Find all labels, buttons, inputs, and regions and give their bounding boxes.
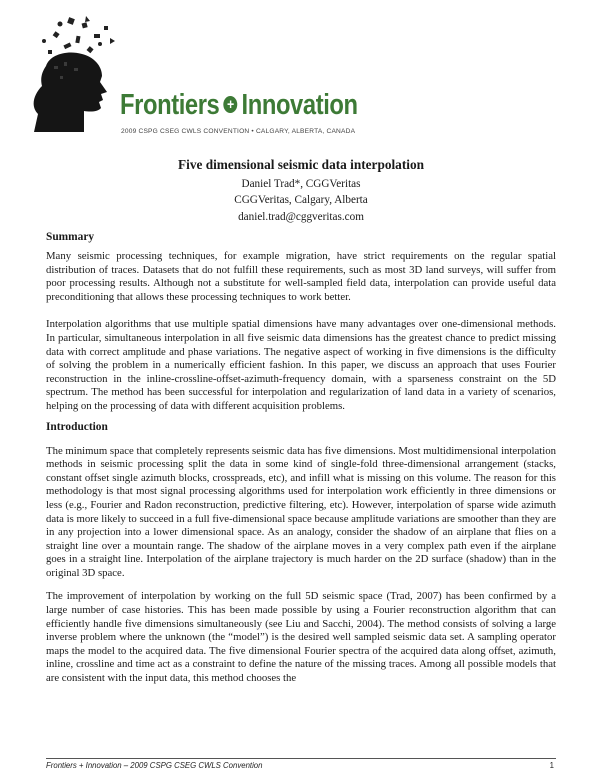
summary-heading: Summary bbox=[46, 231, 95, 243]
introduction-paragraph-2: The improvement of interpolation by working on the full 5D seismic space (Trad, 2007) has been confirmed by a large number of case histories. This has been made possible by using a Fourier reconstruction algorithm that can efficiently handle five dimensions simultaneously (see Liu and Sacchi, 2004). The method consists of solving a large inverse problem where the unknown (the “model”) is the desired well sampled seismic data set. A sampling operator maps the model to the acquired data. The five dimensional Fourier spectra of the acquired data along offset, azimuth, inline, crossline and time act as a constraint to define the nature of the missing traces. Among all possible models that are consistent with the input data, this method chooses the bbox=[46, 590, 556, 685]
logo-wordmark bbox=[120, 89, 358, 122]
paper-affiliation: CGGVeritas, Calgary, Alberta bbox=[234, 194, 368, 207]
introduction-heading: Introduction bbox=[46, 420, 108, 433]
title-block bbox=[46, 157, 556, 225]
logo-subtitle: 2009 CSPG CSEG CWLS CONVENTION • CALGARY, ALBERTA, CANADA bbox=[121, 128, 356, 135]
summary-paragraph-2: Interpolation algorithms that use multiple spatial dimensions have many advantages over one-dimensional methods. In particular, simultaneous interpolation in all five seismic data dimensions has the greatest chance to predict missing data with correct amplitude and phase variations. The negative aspect of working in five dimensions is the difficulty of solving the problem in a numerically efficient fashion. In this paper, we discuss an approach that uses Fourier reconstruction in the inline-crossline-offset-azimuth-frequency domain, with a sparseness constraint on the 5D spectrum. The method has been successful for interpolation and regularization of land data in a variety of scenarios, helping on the processing of data with different acquisition problems. bbox=[46, 318, 556, 412]
paper-title: Five dimensional seismic data interpolation bbox=[178, 157, 424, 172]
logo-plus-icon: + bbox=[223, 96, 237, 113]
footer-rule bbox=[46, 758, 556, 759]
introduction-paragraph-1: The minimum space that completely represents seismic data has five dimensions. Most multidimensional interpolation methods in seismic processing split the data in some kind of single-fold three-dimensional arrangement (stacks, constant offset single azimuth blocks, crosspreads, etc), and infill what is missing on this volume. The reason for this methodology is that most signal processing algorithms used for interpolation work efficiently in three dimensions or less (e.g., Fourier and Radon reconstruction, predictive filtering, etc). However, interpolation of sparse wide azimuth data is more likely to succeed in a full five-dimensional space because amplitude variations are smoother than they are in any projection into a lower dimensional space. As an analogy, consider the shadow of an airplane that flies on a straight line over a mountain range. The shadow of the airplane moves in a very complex path even if the airplane goes in a straight line. Interpolation of the airplane trajectory is much harder on the 2D surface (shadow) than in the original 3D space. bbox=[46, 444, 556, 579]
summary-paragraph-1: Many seismic processing techniques, for example migration, have strict requirements on the regular spatial distribution of traces. Datasets that do not fulfill these requirements, such as most 3D land surveys, will suffer from poor processing results. Although not a substitute for well-sampled field data, interpolation can provide useful data preconditioning that allows these processing techniques to work better. bbox=[46, 250, 556, 303]
footer-text: Frontiers + Innovation – 2009 CSPG CSEG CWLS Convention bbox=[46, 761, 263, 770]
paper-author: Daniel Trad*, CGGVeritas bbox=[241, 178, 361, 190]
paper-email: daniel.trad@cggveritas.com bbox=[238, 210, 364, 223]
logo-word-innovation: Innovation bbox=[241, 89, 358, 121]
paper-body bbox=[46, 229, 556, 686]
conference-logo bbox=[20, 14, 440, 134]
page-number: 1 bbox=[549, 761, 554, 770]
logo-word-frontiers: Frontiers bbox=[120, 89, 220, 121]
